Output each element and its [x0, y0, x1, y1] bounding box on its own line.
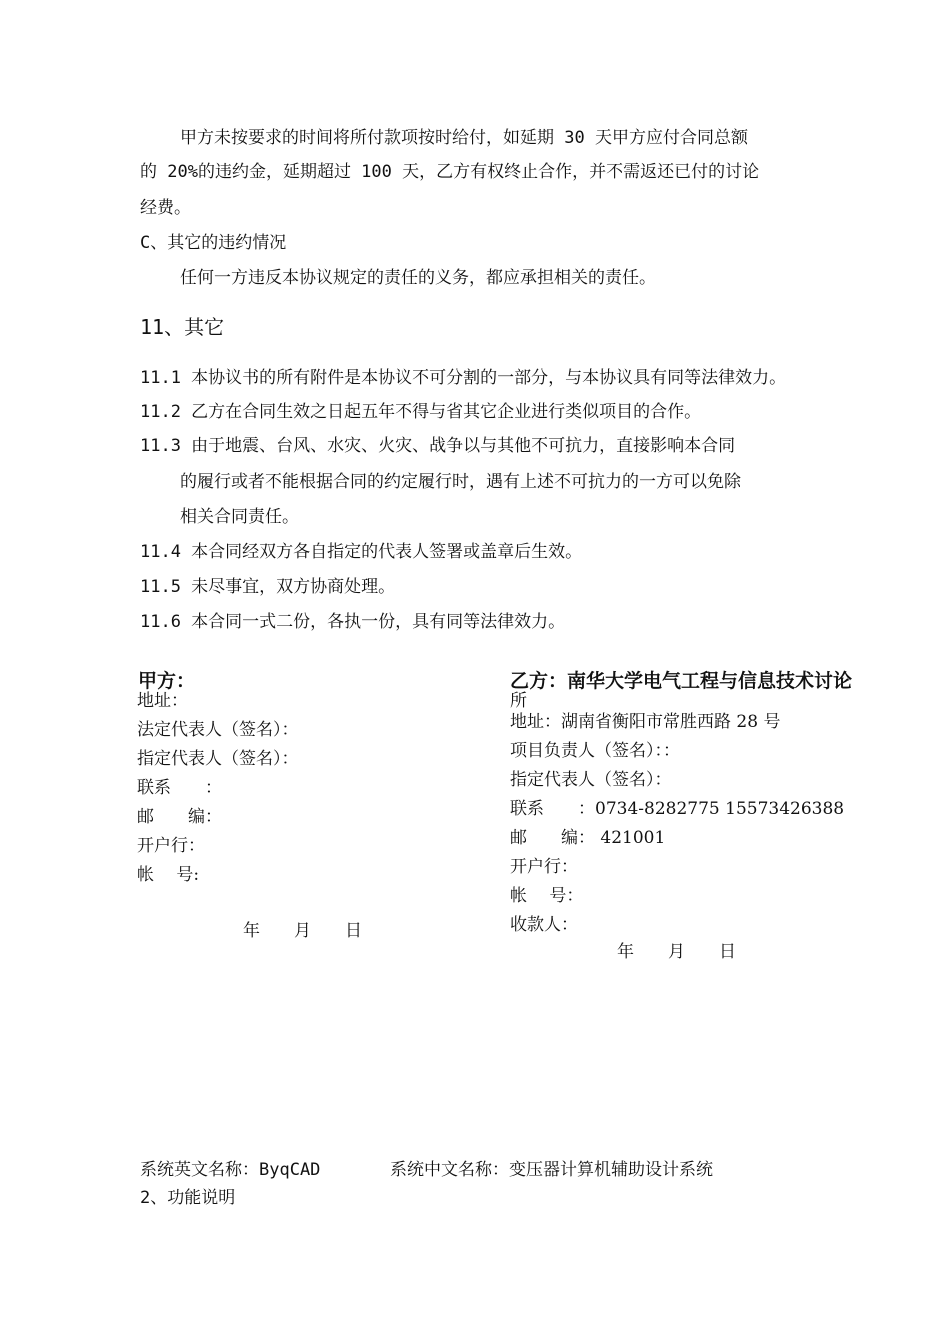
- clause-11-6: 11.6 本合同一式二份，各执一份，具有同等法律效力。: [140, 612, 566, 632]
- clause-11-1: 11.1 本协议书的所有附件是本协议不可分割的一部分，与本协议具有同等法律效力。: [140, 368, 787, 388]
- party-a-title: 甲方：: [138, 670, 196, 692]
- clause-11-3-line-3: 相关合同责任。: [180, 507, 299, 527]
- party-b-postcode: 邮 编： 421001: [510, 828, 666, 848]
- function-description-heading: 2、功能说明: [140, 1188, 236, 1208]
- party-b-bank: 开户行：: [510, 857, 578, 877]
- party-a-date: 年 月 日: [243, 921, 362, 941]
- clause-11-3-line-2: 的履行或者不能根据合同的约定履行时，遇有上述不可抗力的一方可以免除: [180, 472, 741, 492]
- party-b-title-continued: 所: [510, 691, 527, 711]
- breach-paragraph-line-1: 甲方未按要求的时间将所付款项按时给付，如延期 30 天甲方应付合同总额: [180, 128, 748, 148]
- party-a-account: 帐 号:: [137, 865, 200, 885]
- clause-11-4: 11.4 本合同经双方各自指定的代表人签署或盖章后生效。: [140, 542, 583, 562]
- party-b-account: 帐 号：: [510, 886, 584, 906]
- breach-paragraph-line-3: 经费。: [140, 198, 191, 218]
- party-b-address: 地址：湖南省衡阳市常胜西路 28 号: [510, 712, 781, 732]
- party-a-address: 地址：: [137, 691, 188, 711]
- clause-11-3-line-1: 11.3 由于地震、台风、水灾、火灾、战争以与其他不可抗力，直接影响本合同: [140, 436, 736, 456]
- other-breach-text: 任何一方违反本协议规定的责任的义务，都应承担相关的责任。: [180, 268, 656, 288]
- party-b-designated-rep: 指定代表人（签名）：: [510, 770, 672, 790]
- party-a-legal-rep: 法定代表人（签名）：: [137, 720, 299, 740]
- system-chinese-name: 系统中文名称：变压器计算机辅助设计系统: [390, 1160, 713, 1180]
- party-b-date: 年 月 日: [617, 942, 736, 962]
- party-a-postcode: 邮 编：: [137, 807, 222, 827]
- party-a-bank: 开户行：: [137, 836, 205, 856]
- other-breach-title: C、其它的违约情况: [140, 233, 287, 253]
- clause-11-5: 11.5 未尽事宜，双方协商处理。: [140, 577, 396, 597]
- clause-11-2: 11.2 乙方在合同生效之日起五年不得与省其它企业进行类似项目的合作。: [140, 402, 702, 422]
- section-11-heading: 11、其它: [140, 315, 225, 339]
- party-b-title: 乙方：南华大学电气工程与信息技术讨论: [510, 670, 853, 692]
- party-b-project-lead: 项目负责人（签名）：：: [510, 741, 680, 761]
- system-english-name: 系统英文名称：ByqCAD: [140, 1160, 321, 1180]
- party-a-contact: 联系 ：: [137, 778, 222, 798]
- party-a-designated-rep: 指定代表人（签名）：: [137, 749, 299, 769]
- party-b-contact: 联系 ：0734-8282775 15573426388: [510, 799, 845, 819]
- party-b-payee: 收款人：: [510, 915, 578, 935]
- breach-paragraph-line-2: 的 20%的违约金，延期超过 100 天，乙方有权终止合作，并不需返还已付的讨论: [140, 162, 760, 182]
